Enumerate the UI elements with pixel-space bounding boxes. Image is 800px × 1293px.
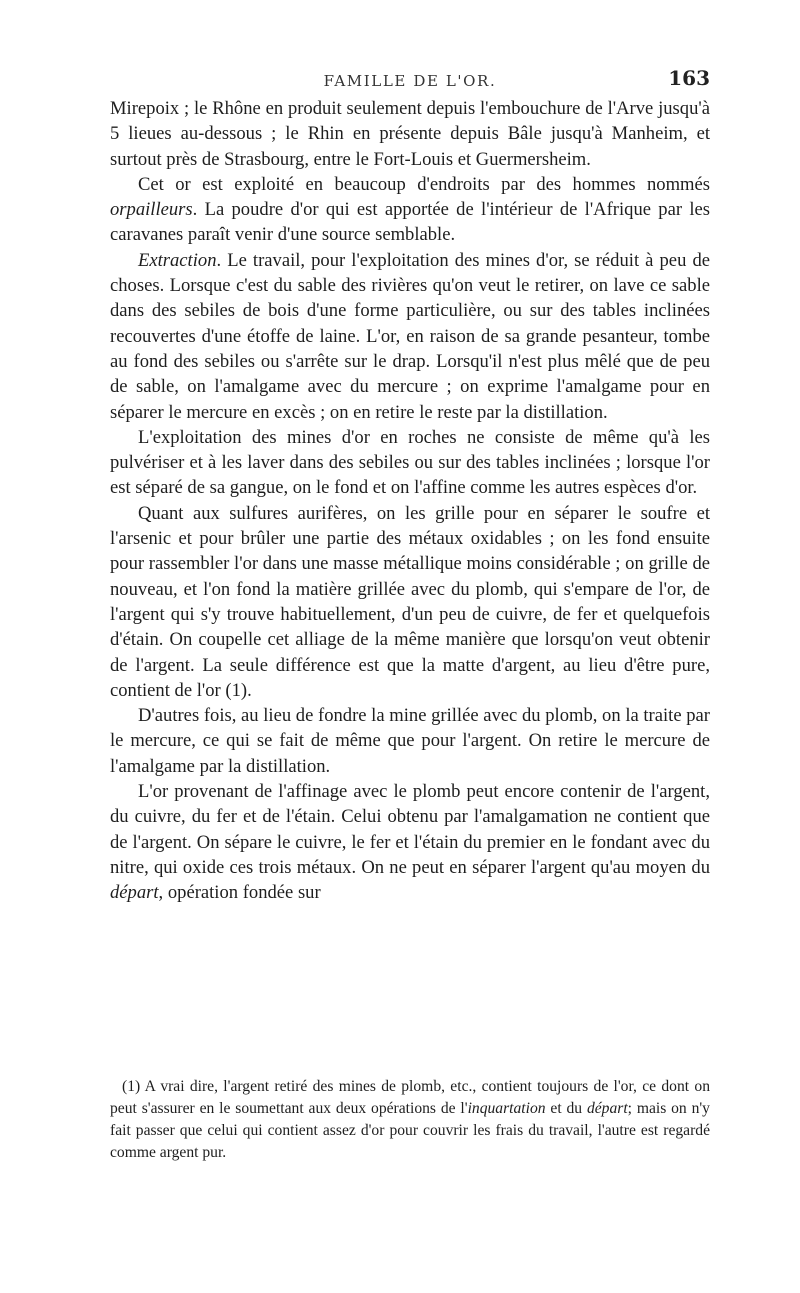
paragraph-text: Quant aux sulfures aurifères, on les grille pour en séparer le soufre et l'arsenic et pour brûler une partie des métaux oxidables ; on les fond ensuite pour rassembler l'or dans une masse métallique moins considérable ; on grille de nouveau, et l'on fond la matière grillée avec du plomb, qui s'empare de l'or, de l'argent qui s'y trouve habituellement, d'un peu de cuivre, de fer et quelquefois d'étain. On coupelle cet alliage de la même manière que lorsqu'on veut obtenir de l'argent. La seule différence est que la matte d'argent, au lieu d'être pure, contient de l'or (1).	[110, 502, 710, 701]
paragraph-text: L'exploitation des mines d'or en roches ne consiste de même qu'à les pulvériser et à les laver dans des sebiles ou sur des tables inclinées ; lorsque l'or est séparé de sa gangue, on le fond et on l'affine comme les autres espèces d'or.	[110, 426, 710, 499]
footnote-text: (1) A vrai dire, l'argent retiré des mines de plomb, etc., contient toujours de l'or, ce dont on peut s'assurer en le soumettant aux deux opérations de l'	[110, 1078, 710, 1117]
paragraph-text: L'or provenant de l'affinage avec le plomb peut encore contenir de l'argent, du cuivre, du fer et de l'étain. Celui obtenu par l'amalgamation ne contient que de l'argent. On sépare le cuivre, le fer et l'étain du premier en le fondant avec du nitre, qui oxide ces trois métaux. On ne peut en séparer l'argent qu'au moyen du	[110, 781, 710, 878]
paragraph-extraction	[110, 248, 710, 425]
footnote-text: et du	[545, 1100, 587, 1117]
italic-term: départ	[586, 1100, 628, 1117]
paragraph-text: Mirepoix ; le Rhône en produit seulement depuis l'embouchure de l'Arve jusqu'à 5 lieues au-dessous ; le Rhin en présente depuis Bâle jusqu'à Manheim, et surtout près de Strasbourg, entre le Fort-Louis et Guermersheim.	[110, 98, 710, 170]
paragraph-sulfures	[110, 501, 710, 703]
paragraph-affinage	[110, 779, 710, 905]
footnotes	[110, 1076, 710, 1164]
running-title: FAMILLE DE L'OR.	[323, 72, 497, 90]
italic-term: inquartation	[467, 1100, 546, 1117]
italic-term: orpailleurs	[110, 199, 193, 221]
paragraph-text: . Le travail, pour l'exploitation des mines d'or, se réduit à peu de choses. Lorsque c'est du sable des rivières qu'on veut le retirer, on lave ce sable dans des sebiles de bois d'une forme particulière, ou sur des tables inclinées recouvertes d'une étoffe de laine. L'or, en raison de sa grande pesanteur, tombe au fond des sebiles ou s'arrête sur le drap. Lorsqu'il n'est plus mêlé que de peu de sable, on l'amalgame avec du mercure ; on exprime l'amalgame pour en séparer le mercure en excès ; on en retire le reste par la distillation.	[110, 249, 710, 423]
paragraph-text: , opération fondée sur	[158, 882, 321, 904]
paragraph-mercure	[110, 703, 710, 779]
paragraph-continuation	[110, 96, 710, 172]
paragraph-orpailleurs	[110, 172, 710, 248]
footnote-text: ; mais on n'y fait passer que celui qui contient assez d'or pour couvrir les frais du travail, l'autre est regardé comme argent pur.	[110, 1100, 710, 1161]
paragraph-text: D'autres fois, au lieu de fondre la mine grillée avec du plomb, on la traite par le mercure, ce qui se fait de même que pour l'argent. On retire le mercure de l'amalgame par la distillation.	[110, 705, 710, 777]
page-header	[110, 66, 710, 96]
paragraph-text: . La poudre d'or qui est apportée de l'intérieur de l'Afrique par les caravanes paraît venir d'une source semblable.	[110, 199, 710, 246]
paragraph-roches	[110, 425, 710, 501]
paragraph-text: Cet or est exploité en beaucoup d'endroits par des hommes nommés	[138, 173, 710, 195]
page-number: 163	[668, 66, 710, 90]
italic-term: départ	[110, 882, 159, 904]
section-heading-extraction: Extraction	[138, 249, 217, 271]
footnote-1	[110, 1076, 710, 1164]
main-text	[110, 96, 710, 906]
